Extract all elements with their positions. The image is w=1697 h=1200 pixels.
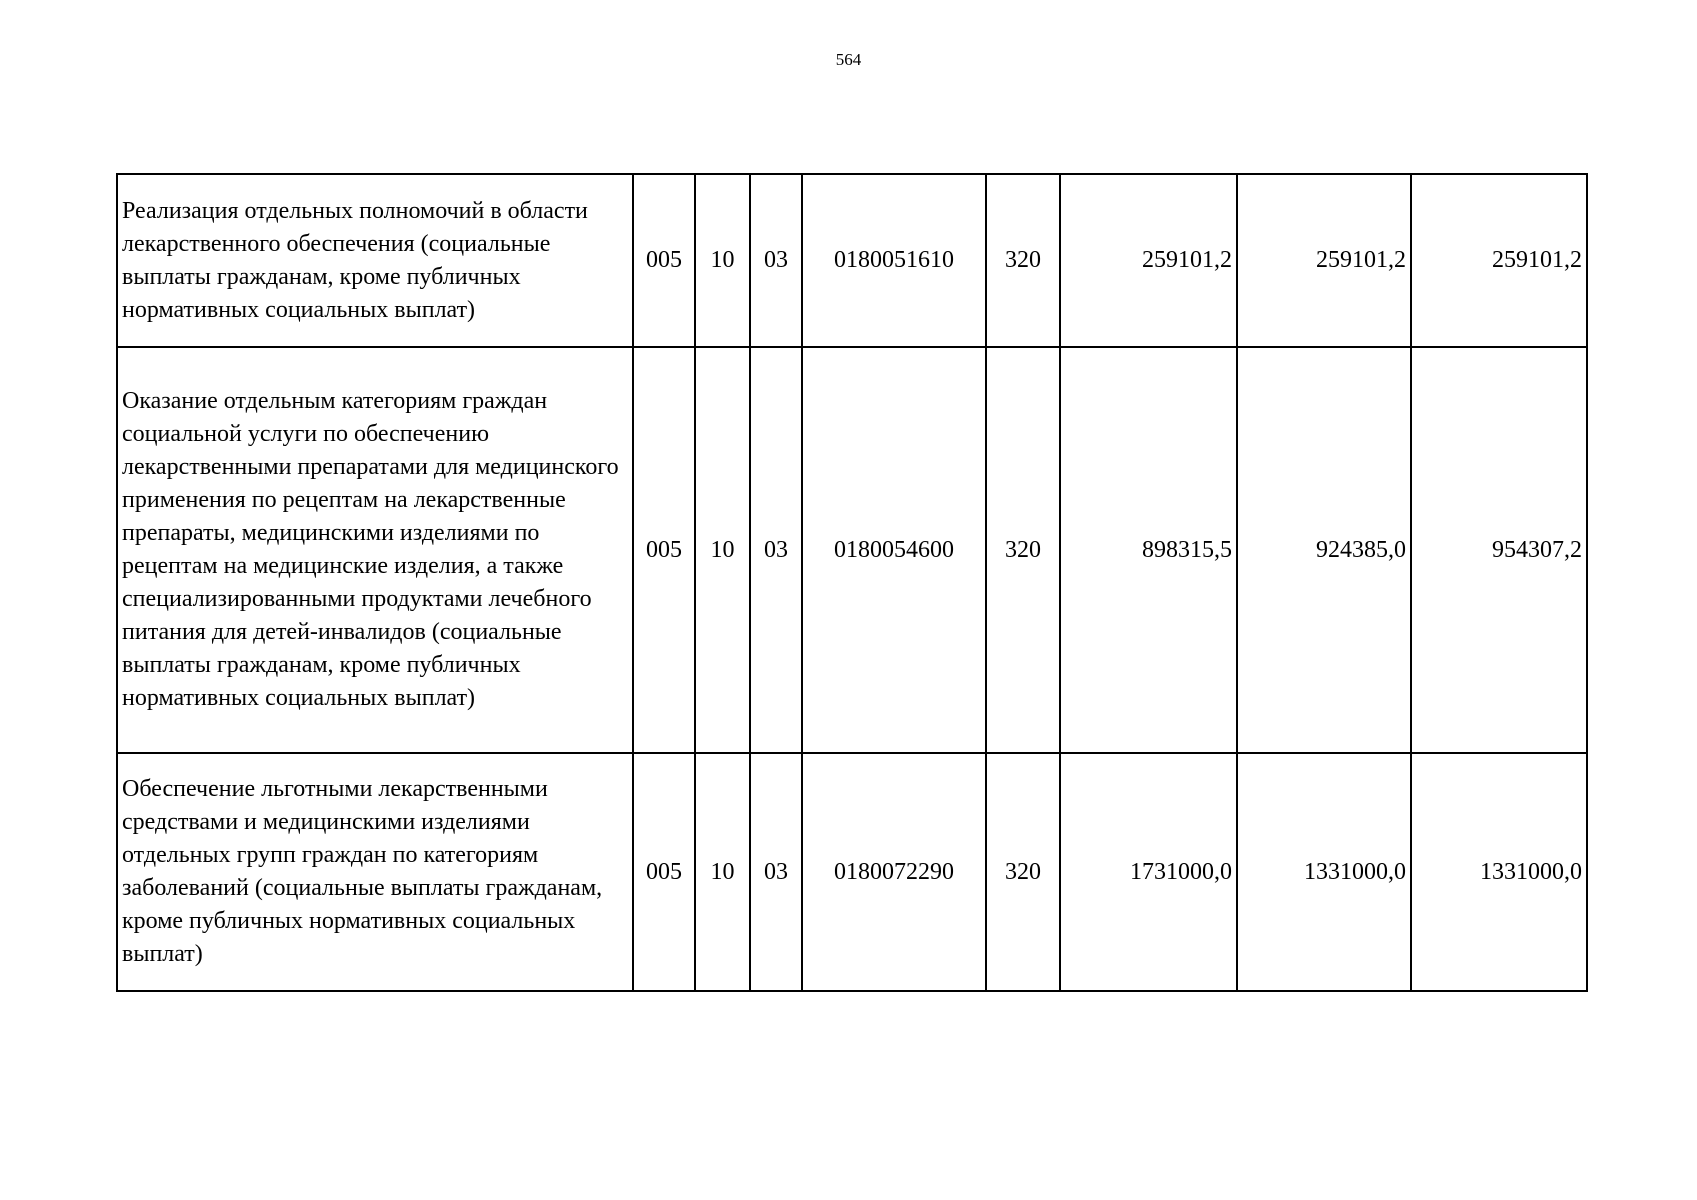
row-description: Обеспечение льготными лекарственными средствами и медицинскими изделиями отдельных групп граждан по категориям заболеваний (социальные выплаты гражданам, кроме публичных нормативных социальных выплат) [117,753,633,991]
subsection-code: 03 [750,753,802,991]
page-number: 564 [835,50,862,69]
amount-year-2: 924385,0 [1237,347,1411,753]
amount-year-3: 1331000,0 [1411,753,1587,991]
amount-year-1: 259101,2 [1060,174,1237,347]
subsection-code: 03 [750,174,802,347]
amount-year-1: 1731000,0 [1060,753,1237,991]
budget-table [116,173,1588,992]
row-description: Оказание отдельным категориям граждан социальной услуги по обеспечению лекарственными препаратами для медицинского применения по рецептам на лекарственные препараты, медицинскими изделиями по рецептам на медицинские изделия, а также специализированными продуктами лечебного питания для детей-инвалидов (социальные выплаты гражданам, кроме публичных нормативных социальных выплат) [117,347,633,753]
ministry-code: 005 [633,753,695,991]
row-description: Реализация отдельных полномочий в области лекарственного обеспечения (социальные выплаты гражданам, кроме публичных нормативных социальных выплат) [117,174,633,347]
section-code: 10 [695,753,750,991]
section-code: 10 [695,347,750,753]
expense-type-code: 320 [986,174,1060,347]
expense-type-code: 320 [986,347,1060,753]
expense-type-code: 320 [986,753,1060,991]
table-row [117,347,1587,753]
table-row [117,753,1587,991]
target-article-code: 0180054600 [802,347,986,753]
amount-year-2: 259101,2 [1237,174,1411,347]
target-article-code: 0180072290 [802,753,986,991]
amount-year-3: 954307,2 [1411,347,1587,753]
target-article-code: 0180051610 [802,174,986,347]
ministry-code: 005 [633,174,695,347]
ministry-code: 005 [633,347,695,753]
section-code: 10 [695,174,750,347]
amount-year-1: 898315,5 [1060,347,1237,753]
amount-year-3: 259101,2 [1411,174,1587,347]
table-row [117,174,1587,347]
subsection-code: 03 [750,347,802,753]
amount-year-2: 1331000,0 [1237,753,1411,991]
